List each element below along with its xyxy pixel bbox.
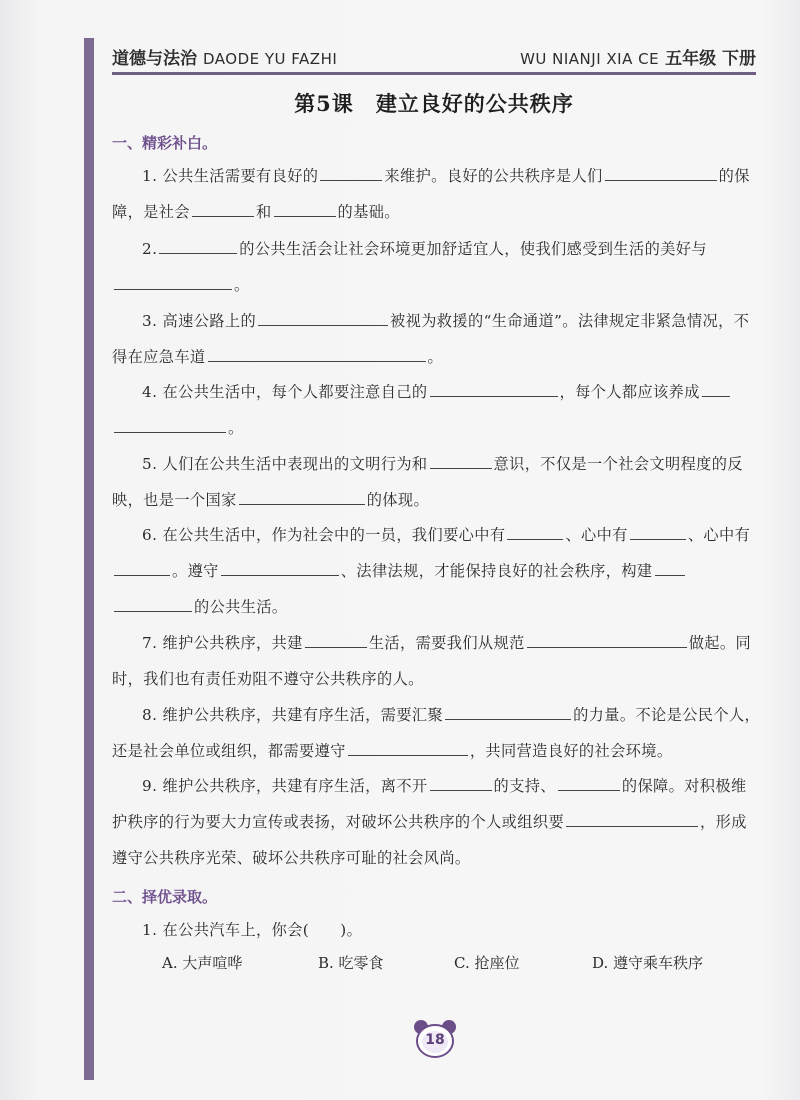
grade-en: WU NIANJI XIA CE — [520, 50, 660, 68]
q6-text-b: 、心中有 — [565, 526, 628, 544]
q1-blank-2[interactable] — [605, 164, 717, 181]
q9-text-c: 的保障。对积极 — [621, 777, 731, 795]
q6-blank-3[interactable] — [114, 559, 170, 576]
q3-blank-1[interactable] — [258, 309, 388, 326]
q4-blank-1[interactable] — [430, 380, 558, 397]
q2-blank-1[interactable] — [159, 237, 237, 254]
q9-text-b: 的支持、 — [493, 777, 556, 795]
question-9 — [112, 768, 762, 876]
q2-text-a: 2. — [142, 240, 158, 258]
page-number-badge — [412, 1018, 458, 1060]
q8-text-a: 8. 维护公共秩序，共建有序生活，需要汇聚 — [142, 706, 444, 724]
q1-text-e: 的基础。 — [337, 203, 400, 221]
q4-text-a: 4. 在公共生活中，每个人都要注意自己的 — [142, 383, 428, 401]
q1-blank-4[interactable] — [274, 200, 336, 217]
q8-text-c: 人，还是社会单位或组织，都需要遵守 — [112, 706, 761, 760]
q7-blank-2[interactable] — [527, 631, 687, 648]
question-6 — [112, 517, 762, 625]
q9-blank-2[interactable] — [558, 774, 620, 791]
q7-text-c: 做起。 — [688, 634, 736, 652]
q8-text-d: ，共同营造良好的社会环境。 — [469, 742, 673, 760]
question-7 — [112, 625, 762, 697]
q5-text-b: 意识，不仅是一个社会文明程度 — [493, 455, 712, 473]
question-8 — [112, 697, 762, 769]
q3-text-d: 。 — [427, 348, 444, 366]
option-b[interactable]: B. 吃零食 — [318, 954, 384, 972]
q9-text-e: ， — [700, 813, 716, 831]
q5-blank-1[interactable] — [430, 452, 492, 469]
q1-text-c: 的保障，是社会 — [112, 167, 750, 221]
q9-text-f: 形成遵守公共秩序光荣、破坏公共秩序可耻的社会风尚。 — [112, 813, 747, 867]
question-3 — [112, 303, 762, 375]
q1-blank-1[interactable] — [320, 164, 382, 181]
q9-blank-1[interactable] — [430, 774, 492, 791]
section-2-heading: 二、择优录取。 — [112, 888, 218, 906]
option-a[interactable]: A. 大声喧哗 — [162, 954, 243, 972]
option-c[interactable]: C. 抢座位 — [454, 954, 520, 972]
q6-text-a: 6. 在公共生活中，作为社会中的一员，我们要心中有 — [142, 526, 506, 544]
choice-question-1 — [112, 912, 762, 948]
lesson-title — [112, 88, 756, 118]
q1-text-a: 1. 公共生活需要有良好的 — [142, 167, 319, 185]
q4-text-b: ，每个人都应该养成 — [559, 383, 700, 401]
q5-text-c: 的反映，也是一个国家 — [112, 455, 743, 509]
q6-text-d: 有 — [734, 526, 751, 544]
q3-text-b: 被视为救援的“生命通道”。法律规定非紧急情 — [390, 312, 703, 330]
q3-text-a: 3. 高速公路上的 — [142, 312, 257, 330]
q6-text-c: 、心中 — [687, 526, 735, 544]
choice-q1-text: 1. 在公共汽车上，你会( )。 — [142, 921, 363, 939]
q6-blank-1[interactable] — [507, 523, 563, 540]
q3-blank-2[interactable] — [208, 345, 426, 362]
option-d[interactable]: D. 遵守乘车秩序 — [592, 954, 704, 972]
q5-text-a: 5. 人们在公共生活中表现出的文明行为和 — [142, 455, 428, 473]
header-subject — [112, 44, 337, 69]
section-1-heading: 一、精彩补白。 — [112, 134, 218, 152]
q4-blank-3[interactable] — [114, 416, 226, 433]
page-side-bar — [84, 38, 94, 1080]
grade-cn: 五年级 下册 — [665, 49, 756, 69]
q6-blank-6[interactable] — [114, 595, 192, 612]
q9-text-a: 9. 维护公共秩序，共建有序生活，离不开 — [142, 777, 428, 795]
page-header — [112, 36, 756, 75]
q1-text-b: 来维护。良好的公共秩序是人们 — [384, 167, 603, 185]
question-5 — [112, 446, 762, 518]
q3-text-c: 况，不得在应急车道 — [112, 312, 750, 366]
q6-blank-2[interactable] — [630, 523, 686, 540]
q1-blank-3[interactable] — [192, 200, 254, 217]
q4-blank-2[interactable] — [702, 380, 730, 397]
question-1 — [112, 158, 762, 230]
q1-text-d: 和 — [255, 203, 272, 221]
q2-text-b: 的公共生活会让社会环境更加舒适宜人，使我们感受到生活的美好与 — [239, 240, 707, 258]
q7-text-b: 生活，需要我们从规范 — [368, 634, 525, 652]
q6-text-g: 的公共生活。 — [194, 598, 288, 616]
q5-text-d: 的体现。 — [366, 491, 430, 509]
q9-text-d: 维护秩序的行为要大力宣传或表扬，对破坏公共秩序的个人或组织要 — [112, 777, 747, 831]
q6-blank-5[interactable] — [655, 559, 685, 576]
q9-blank-3[interactable] — [566, 810, 698, 827]
q7-text-a: 7. 维护公共秩序，共建 — [142, 634, 303, 652]
lesson-number: 第5课 — [294, 91, 354, 116]
header-grade — [520, 44, 756, 69]
q6-blank-4[interactable] — [221, 559, 339, 576]
q8-blank-2[interactable] — [348, 739, 468, 756]
q6-text-f: 、法律法规，才能保持良好的社会秩序，构建 — [340, 562, 653, 580]
q2-text-c: 。 — [234, 276, 250, 294]
q6-text-e: 。遵守 — [172, 562, 219, 580]
lesson-name: 建立良好的公共秩序 — [375, 91, 574, 116]
question-2 — [112, 231, 762, 303]
q8-text-b: 的力量。不论是公民个 — [573, 706, 729, 724]
page-number: 18 — [425, 1032, 445, 1048]
q7-text-d: 同时，我们也有责任劝阻不遵守公共秩序的人。 — [112, 634, 752, 688]
question-4 — [112, 374, 762, 446]
q5-blank-2[interactable] — [239, 488, 365, 505]
q2-blank-2[interactable] — [114, 273, 232, 290]
subject-en: DAODE YU FAZHI — [203, 50, 338, 68]
q4-text-c: 。 — [228, 419, 244, 437]
q7-blank-1[interactable] — [305, 631, 367, 648]
q8-blank-1[interactable] — [445, 703, 571, 720]
subject-cn: 道德与法治 — [112, 49, 197, 69]
